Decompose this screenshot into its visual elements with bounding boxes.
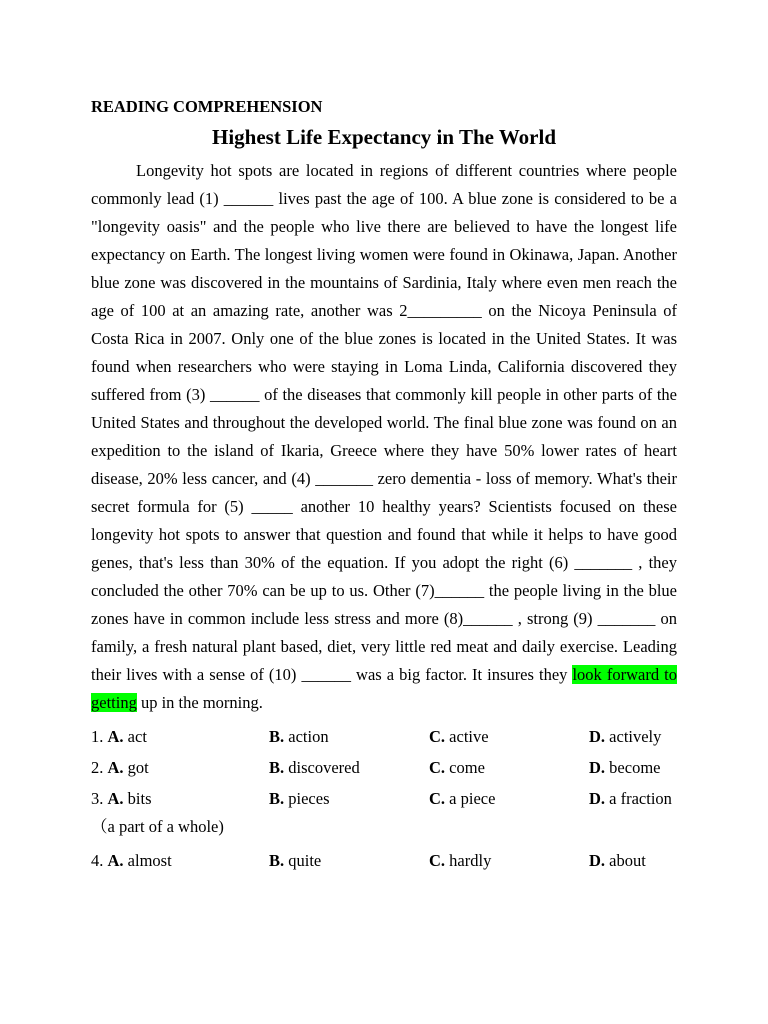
option-letter: A.	[107, 789, 124, 808]
question-number: 3.	[91, 789, 104, 808]
option-text: become	[609, 758, 661, 777]
option-c	[429, 788, 495, 810]
option-d	[589, 788, 672, 810]
option-text: actively	[609, 727, 662, 746]
option-a	[91, 757, 149, 779]
question-number: 4.	[91, 851, 104, 870]
option-letter: A.	[107, 851, 124, 870]
option-d	[589, 726, 661, 748]
option-a	[91, 788, 152, 810]
question-number: 2.	[91, 758, 104, 777]
question-list	[91, 721, 677, 876]
passage-title: Highest Life Expectancy in The World	[212, 125, 556, 149]
passage-text-end: up in the morning.	[136, 693, 263, 712]
question-row	[91, 783, 677, 845]
option-b	[269, 726, 329, 748]
option-letter: A.	[107, 727, 124, 746]
option-letter: C.	[429, 727, 446, 746]
option-letter: D.	[589, 789, 606, 808]
option-text: come	[449, 758, 485, 777]
option-letter: A.	[107, 758, 124, 777]
option-a	[91, 850, 172, 872]
document-page	[91, 96, 677, 876]
option-letter: D.	[589, 851, 606, 870]
highlighted-phrase: look forward to getting	[91, 665, 677, 712]
option-letter: D.	[589, 727, 606, 746]
question-row	[91, 752, 677, 783]
option-letter: B.	[269, 789, 285, 808]
option-b	[269, 850, 321, 872]
option-text: act	[127, 727, 147, 746]
question-number: 1.	[91, 727, 104, 746]
option-text: pieces	[288, 789, 330, 808]
option-d-note: （a part of a whole)	[91, 817, 224, 836]
option-text: a fraction	[609, 789, 672, 808]
option-text: active	[449, 727, 489, 746]
option-letter: B.	[269, 851, 285, 870]
option-text: quite	[288, 851, 322, 870]
option-b	[269, 788, 330, 810]
option-letter: C.	[429, 789, 446, 808]
option-c	[429, 850, 491, 872]
option-text: almost	[127, 851, 172, 870]
section-heading: READING COMPREHENSION	[91, 97, 323, 116]
option-letter: D.	[589, 758, 606, 777]
passage-text	[91, 157, 677, 717]
option-letter: B.	[269, 727, 285, 746]
option-text: action	[288, 727, 329, 746]
option-text: discovered	[288, 758, 360, 777]
option-text: a piece	[449, 789, 496, 808]
option-letter: C.	[429, 758, 446, 777]
question-row	[91, 845, 677, 876]
option-d	[589, 850, 646, 872]
option-d	[589, 757, 660, 779]
option-text: bits	[127, 789, 152, 808]
option-text: got	[127, 758, 149, 777]
option-text: about	[609, 851, 646, 870]
passage-text-main: Longevity hot spots are located in regions of different countries where people commonly lead (1) ______ lives past the age of 100. A blue zone is considered to be a "longevity oasis" and the people who live there are believed to have the longest life expectancy on Earth. The longest living women were found in Okinawa, Japan. Another blue zone was discovered in the mountains of Sardinia, Italy where even men reach the age of 100 at an amazing rate, another was 2_________ on the Nicoya Peninsula of Costa Rica in 2007. Only one of the blue zones is located in the United States. It was found when researchers who were staying in Loma Linda, California discovered they suffered from (3) ______ of the diseases that commonly kill people in other parts of the United States and throughout the developed world. The final blue zone was found on an expedition to the island of Ikaria, Greece where they have 50% lower rates of heart disease, 20% less cancer, and (4) _______ zero dementia - loss of memory. What's their secret formula for (5) _____ another 10 healthy years? Scientists focused on these longevity hot spots to answer that question and found that while it helps to have good genes, that's less than 30% of the equation. If you adopt the right (6) _______ , they concluded the other 70% can be up to us. Other (7)______ the people living in the blue zones have in common include less stress and more (8)______ , strong (9) _______ on family, a fresh natural plant based, diet, very little red meat and daily exercise. Leading their lives with a sense of (10) ______ was a big factor. It insures they	[91, 161, 677, 684]
option-letter: B.	[269, 758, 285, 777]
option-c	[429, 726, 489, 748]
option-letter: C.	[429, 851, 446, 870]
option-a	[91, 726, 147, 748]
option-b	[269, 757, 360, 779]
option-text: hardly	[449, 851, 492, 870]
question-row	[91, 721, 677, 752]
option-c	[429, 757, 485, 779]
